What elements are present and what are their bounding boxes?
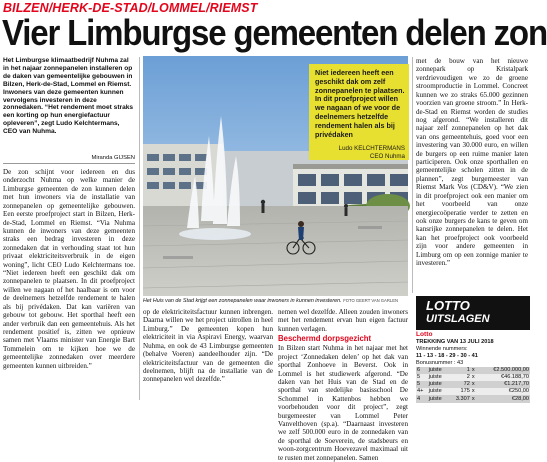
table-cell: x: [471, 395, 478, 402]
lotto-title: Lotto: [416, 331, 433, 338]
table-cell: x: [471, 388, 478, 395]
headline: Vier Limburgse gemeenten delen zon: [2, 12, 547, 53]
table-row: [416, 367, 530, 374]
pull-quote-role: CEO Nuhma: [369, 152, 405, 160]
table-cell: juiste: [428, 374, 449, 381]
lotto-header-subtitle: UITSLAGEN: [426, 313, 490, 325]
table-row: [416, 388, 530, 395]
lotto-numbers: 11 - 13 - 18 - 29 - 30 - 41: [416, 352, 478, 359]
table-cell: €1.217,70: [477, 381, 530, 388]
lotto-winning-label: Winnende nummers:: [416, 345, 468, 352]
table-cell: €46.188,70: [477, 374, 530, 381]
table-cell: 5: [416, 381, 428, 388]
table-cell: juiste: [428, 381, 449, 388]
lotto-header: [416, 296, 530, 330]
table-row: [416, 374, 530, 381]
body-column-2-text: op de elektriciteitsfactuur kunnen inbrengen. Daarna willen we het project uitrollen in heel Limburg.” De gemeenten kopen hun elektriciteit in via Aspiravi Energy, waarvan Nuhma, en ook de 43 Limburgse gemeenten (behalve Voeren) aandeelhouder zijn. “De elektriciteitsfactuur van de gemeenten die deelnemen, blijft na de installatie van de zonnepanelen wel dezelfde.”: [143, 308, 273, 384]
table-cell: €2.500.000,00: [477, 367, 530, 374]
table-row: [416, 381, 530, 388]
pull-quote-name: Ludo KELCHTERMANS: [338, 145, 405, 153]
lotto-header-title: LOTTO: [426, 298, 470, 313]
column-divider: [139, 57, 140, 400]
table-cell: 5: [416, 374, 428, 381]
photo-caption: [143, 296, 408, 306]
photo-caption-text: Het Huis van de Stad krijgt een zonnepanelen waar inwoners in kunnen investeren.: [143, 298, 342, 304]
table-row: [416, 395, 530, 402]
table-cell: 3.307: [449, 395, 471, 402]
table-cell: juiste: [428, 388, 449, 395]
table-cell: juiste: [428, 395, 449, 402]
table-cell: x: [471, 381, 478, 388]
table-cell: 4+: [416, 388, 428, 395]
lotto-prize-table: [416, 367, 530, 403]
subheading: Beschermd dorpsgezicht: [278, 334, 372, 344]
table-cell: x: [471, 367, 478, 374]
body-column-1-text: De zon schijnt voor iedereen en dus onderzocht Nuhma op welke manier de Limburgse gemeenten de zon kunnen delen met hun inwoners via de installatie van zonnepanelen op gemeentelijke gebouwen. Een eerste proefproject start in Bilzen, Herk-de-Stad, Lommel en Riemst. “Via Nuhma kunnen de inwoners van deze gemeenten straks een bedrag investeren in deze zonnedaken dat in verhouding staat tot hun privaat elektriciteitsverbruik in de eigen woning”, licht CEO Ludo Kelchtermans toe. “Niet iedereen heeft een geschikt dak om zonnepanelen te plaatsen. In dit proefproject willen we nagaan of het haalbaar is om voor de deelnemers hetzelfde rendement te halen als bij privédaken. Dat kan variëren van gebouw tot gebouw. Het sporthal heeft een ander verbruik dan een gemeentehuis. Als het rendement positief is, zitten we opnieuw samen met Vlaams minister van Energie Bart Tommelein om te kijken hoe we de gemeentelijke zonnedaken over meerdere gemeenten kunnen uitbreiden.”: [3, 168, 135, 370]
table-cell: 4: [416, 395, 428, 402]
table-cell: €28,00: [477, 395, 530, 402]
pull-quote-attribution: [315, 145, 405, 160]
intro-paragraph: Het Limburgse klimaatbedrijf Nuhma zal in het najaar zonnepanelen installeren op de daken van gemeentelijke gebouwen in Bilzen, Herk-de-Stad, Lommel en Riemst. Inwoners van deze gemeenten kunnen vervolgens investeren in deze zonnedaken. “Het rendement moet straks een korting op hun energiefactuur opleveren”, zegt Ludo Kelchtermans, CEO van Nuhma.: [3, 57, 134, 136]
pull-quote-text: Niet iedereen heeft een geschikt dak om zelf zonnepanelen te plaatsen. In dit proefproject willen we nagaan of we voor de deelnemers hetzelfde rendement halen als bij privédaken: [315, 68, 405, 139]
lotto-results: [416, 331, 530, 403]
lotto-bonus: Bonusnummer : 43: [416, 359, 464, 366]
table-cell: 1: [449, 367, 471, 374]
kicker: BILZEN/HERK-DE-STAD/LOMMEL/RIEMST: [3, 1, 258, 15]
body-column-2: [143, 308, 273, 400]
table-cell: x: [471, 374, 478, 381]
table-cell: 72: [449, 381, 471, 388]
photo-credit: FOTO GEERT VAN GARLEN: [343, 298, 399, 303]
body-column-3: [278, 308, 408, 462]
column-divider: [412, 57, 413, 293]
body-column-4: [416, 57, 528, 293]
table-cell: 6: [416, 367, 428, 374]
body-column-3-text-a: nemen wel dezelfde. Alleen zouden inwoners met het rendement ervan hun eigen factuur kunnen verlagen.: [278, 308, 408, 333]
body-column-1: [3, 168, 135, 400]
body-column-3-text-b: In Bilzen start Nuhma in het najaar met het project ‘Zonnedaken delen’ op het dak van sporthal Zonhoeve in Beverst. Ook in Lommel is het studiewerk afgerond. “De daken van het Huis van de Stad en de sporthal van stedelijke basisschool De Schommel in Kattenbos hebben we voorbehouden voor dit project”, zegt burgemeester van Lommel Peter Vanvelthoven (sp.a). “Daarnaast investeren we zelf 500.000 euro in de zonnedaken van de sporthal de Soeverein, de stadsbeurs en woon-zorgcentrum Hoevezavel maximaal uit te rusten met zonnepanelen. Samen: [278, 344, 408, 462]
table-cell: €250,00: [477, 388, 530, 395]
lotto-draw-date: TREKKING VAN 13 JULI 2018: [416, 339, 494, 345]
pull-quote: [309, 64, 409, 160]
byline: Miranda GIJSEN: [3, 155, 135, 164]
table-cell: 2: [449, 374, 471, 381]
body-column-4-text: met de bouw van het nieuwe zonnepark op Kristalpark verdrievoudigen we zo de groene stroomproductie in Lommel. Concreet kunnen we zo straks 65.000 gezinnen voorzien van groene stroom.” In Herk-de-Stad en Riemst worden de studies nog afgerond. “We installeren dit najaar zelf zonnepanelen op het dak van ons gemeentehuis, goed voor een investering van 30.000 euro, en willen de burgers op een ruime manier laten participeren. Ook onze sporthallen en gemeentelijke scholen zitten in de plannen”, zegt burgemeester van Riemst Mark Vos (CD&V). “We zien in dit proefproject ook een manier om het voorbeeld van onze energiecoöperatie verder te zetten en ook onze burgers de kans te geven om kansrijke zonnepanelen te delen. Het kan het proefproject ook voorbeeld zijn voor andere gemeenten in Limburg om op een zonnige manier te investeren.”: [416, 57, 528, 268]
table-cell: 175: [449, 388, 471, 395]
table-cell: juiste: [428, 367, 449, 374]
